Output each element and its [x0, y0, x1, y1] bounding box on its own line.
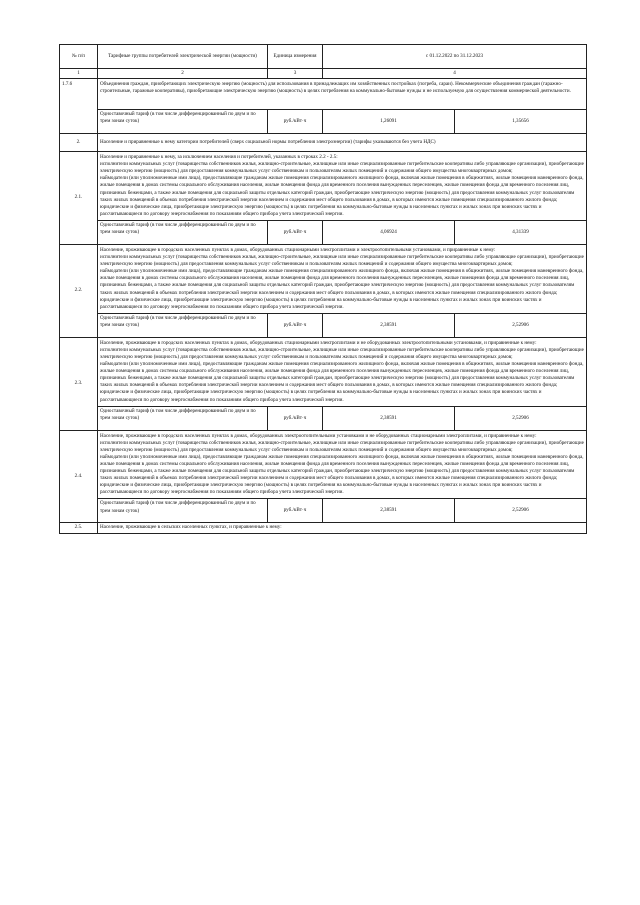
table-header-row [60, 45, 587, 69]
row-number: 2. [60, 134, 98, 152]
tariff-value-1: 2,38591 [323, 313, 455, 337]
col-index-1: 1 [60, 69, 98, 79]
table-row-2-2 [60, 244, 587, 313]
row-number: 2.3. [60, 337, 98, 430]
col-index-4: 4 [323, 69, 587, 79]
tariff-value-1: 2,38591 [323, 406, 455, 430]
tariff-value-1: 4,06924 [323, 220, 455, 244]
row-number: 2.4. [60, 430, 98, 523]
description-paragraph: исполнители коммунальных услуг (товарищества собственников жилья, жилищно-строительные, жилищные или иные специализированные потребительские кооперативы либо управляющие организации), приобретающие электрическую энергию (мощность) для предоставления коммунальных услуг собственникам и пользователям жилых помещений и содержания общего имущества многоквартирных домов; [100, 254, 584, 268]
description-paragraph: Население и приравненные к нему, за исключением населения и потребителей, указанных в строках 2.2 - 2.5: [100, 154, 338, 161]
tariff-type: Одноставочный тариф (в том числе дифференцированный по двум и по трем зонам суток) [98, 406, 268, 430]
description-paragraph: исполнители коммунальных услуг (товарищества собственников жилья, жилищно-строительные, жилищные или иные специализированные потребительские кооперативы либо управляющие организации), приобретающие электрическую энергию (мощность) для предоставления коммунальных услуг собственникам и пользователям жилых помещений и содержания общего имущества многоквартирных домов; [100, 346, 584, 360]
col-index-3: 3 [268, 69, 323, 79]
description-paragraph: наймодатели (или уполномоченные ими лица), предоставляющие гражданам жилые помещения специализированного жилищного фонда, включая жилые помещения в общежитиях, жилые помещения маневренного фонда, жилые помещения в домах системы социального обслуживания населения, жилые помещения фонда для временного поселения вынужденных переселенцев, жилые помещения фонда для временного поселения лиц, признанных беженцами, а также жилые помещения для социальной защиты отдельных категорий граждан, приобретающие электрическую энергию (мощность) для предоставления коммунальных услуг пользователям таких жилых помещений в объемах потребления электрической энергии населением и содержания мест общего пользования в домах, в которых имеются жилые помещения специализированного жилого фонда; [100, 361, 584, 389]
row-description [98, 244, 587, 313]
col-unit-header: Единица измерения [268, 45, 323, 69]
tariff-value-2: 2,52906 [455, 406, 587, 430]
col-period-header: с 01.12.2022 по 31.12.2023 [323, 45, 587, 69]
tariff-unit: руб./кВт·ч [268, 499, 323, 523]
description-paragraph: Население, проживающее в городских населенных пунктах в домах, оборудованных стационарными электроплитами и электроотопительными установками, и приравненные к нему: [100, 246, 496, 253]
tariff-type: Одноставочный тариф (в том числе дифференцированный по двум и по трем зонам суток) [98, 499, 268, 523]
tariff-unit: руб./кВт·ч [268, 406, 323, 430]
tariff-type: Одноставочный тариф (в том числе дифференцированный по двум и по трем зонам суток) [98, 313, 268, 337]
column-index-row [60, 69, 587, 79]
description-paragraph: юридические и физические лица, приобретающие электрическую энергию (мощность) в целях потребления на коммунально-бытовые нужды в населенных пунктах и жилых зонах при воинских частях и рассчитывающиеся по договору энергоснабжения по показаниям общего прибора учета электрической энергии. [100, 389, 542, 403]
row-description [98, 337, 587, 406]
row-number: 2.5. [60, 523, 98, 533]
tariff-row-1-7-6 [60, 110, 587, 134]
tariff-table [59, 44, 587, 534]
tariff-value-1: 1,26091 [323, 110, 455, 134]
col-tariff-group-header: Тарифные группы потребителей электрической энергии (мощности) [98, 45, 268, 69]
tariff-row-2-4 [60, 499, 587, 523]
row-number: 2.1. [60, 152, 98, 245]
tariff-row-2-1 [60, 220, 587, 244]
col-index-2: 2 [98, 69, 268, 79]
description-paragraph: юридические и физические лица, приобретающие электрическую энергию (мощность) в целях потребления на коммунально-бытовые нужды в населенных пунктах и жилых зонах при воинских частях и рассчитывающиеся по договору энергоснабжения по показаниям общего прибора учета электрической энергии. [100, 296, 542, 310]
tariff-value-2: 2,52906 [455, 313, 587, 337]
description-paragraph: исполнители коммунальных услуг (товарищества собственников жилья, жилищно-строительные, жилищные или иные специализированные потребительские кооперативы либо управляющие организации), приобретающие электрическую энергию (мощность) для предоставления коммунальных услуг собственникам и пользователям жилых помещений и содержания общего имущества многоквартирных домов; [100, 161, 584, 175]
row-description: Объединения граждан, приобретающих электрическую энергию (мощность) для использования в принадлежащих им хозяйственных постройках (погреба, сараи). Некоммерческие объединения граждан (гаражно-строительные, гаражные кооперативы), приобретающие электрическую энергию (мощность) в целях потребления на коммунально-бытовые нужды и не используемую для осуществления коммерческой деятельности. [98, 79, 587, 110]
tariff-value-1: 2,38591 [323, 499, 455, 523]
table-row-1-7-6 [60, 79, 587, 110]
row-description [98, 152, 587, 221]
table-row-2-3 [60, 337, 587, 406]
tariff-value-2: 4,31339 [455, 220, 587, 244]
row-description: Население, проживающее в сельских населенных пунктах, и приравненные к нему: [98, 523, 587, 533]
description-paragraph: наймодатели (или уполномоченные ими лица), предоставляющие гражданам жилые помещения специализированного жилищного фонда, включая жилые помещения в общежитиях, жилые помещения маневренного фонда, жилые помещения в домах системы социального обслуживания населения, жилые помещения фонда для временного поселения вынужденных переселенцев, жилые помещения фонда для временного поселения лиц, признанных беженцами, а также жилые помещения для социальной защиты отдельных категорий граждан, приобретающие электрическую энергию (мощность) для предоставления коммунальных услуг пользователям таких жилых помещений в объемах потребления электрической энергии населением и содержания мест общего пользования в домах, в которых имеются жилые помещения специализированного жилого фонда; [100, 175, 584, 203]
table-row-2 [60, 134, 587, 152]
description-paragraph: юридические и физические лица, приобретающие электрическую энергию (мощность) в целях потребления на коммунально-бытовые нужды в населенных пунктах и жилых зонах при воинских частях и рассчитывающиеся по договору энергоснабжения по показаниям общего прибора учета электрической энергии. [100, 203, 542, 217]
tariff-unit: руб./кВт·ч [268, 110, 323, 134]
description-paragraph: юридические и физические лица, приобретающие электрическую энергию (мощность) в целях потребления на коммунально-бытовые нужды в населенных пунктах и жилых зонах при воинских частях и рассчитывающиеся по договору энергоснабжения по показаниям общего прибора учета электрической энергии. [100, 482, 542, 496]
description-paragraph: исполнители коммунальных услуг (товарищества собственников жилья, жилищно-строительные, жилищные или иные специализированные потребительские кооперативы либо управляющие организации), приобретающие электрическую энергию (мощность) для предоставления коммунальных услуг собственникам и пользователям жилых помещений и содержания общего имущества многоквартирных домов; [100, 439, 584, 453]
tariff-unit: руб./кВт·ч [268, 313, 323, 337]
tariff-value-2: 1,35656 [455, 110, 587, 134]
description-paragraph: Население, проживающее в городских населенных пунктах в домах, оборудованных стационарными электроплитами и не оборудованных электроотопительными установками, и приравненные к нему: [100, 339, 537, 346]
tariff-type: Одноставочный тариф (в том числе дифференцированный по двум и по трем зонам суток) [98, 220, 268, 244]
col-number-header: № п/п [60, 45, 98, 69]
table-row-2-4 [60, 430, 587, 499]
tariff-row-2-2 [60, 313, 587, 337]
row-description: Население и приравненные к нему категории потребителей (сверх социальной нормы потребления электроэнергии) (тарифы указываются без учета НДС) [98, 134, 587, 152]
tariff-value-2: 2,52906 [455, 499, 587, 523]
description-paragraph: Население, проживающее в городских населенных пунктах в домах, оборудованных электроотопительными установками и не оборудованных стационарными электроплитами, и приравненные к нему: [100, 432, 537, 439]
description-paragraph: наймодатели (или уполномоченные ими лица), предоставляющие гражданам жилые помещения специализированного жилищного фонда, включая жилые помещения в общежитиях, жилые помещения маневренного фонда, жилые помещения в домах системы социального обслуживания населения, жилые помещения фонда для временного поселения вынужденных переселенцев, жилые помещения фонда для временного поселения лиц, признанных беженцами, а также жилые помещения для социальной защиты отдельных категорий граждан, приобретающие электрическую энергию (мощность) для предоставления коммунальных услуг пользователям таких жилых помещений в объемах потребления электрической энергии населением и содержания мест общего пользования в домах, в которых имеются жилые помещения специализированного жилого фонда; [100, 268, 584, 296]
row-number: 1.7.6 [60, 79, 98, 134]
table-row-2-5 [60, 523, 587, 533]
description-paragraph: наймодатели (или уполномоченные ими лица), предоставляющие гражданам жилые помещения специализированного жилищного фонда, включая жилые помещения в общежитиях, жилые помещения маневренного фонда, жилые помещения в домах системы социального обслуживания населения, жилые помещения фонда для временного поселения вынужденных переселенцев, жилые помещения фонда для временного поселения лиц, признанных беженцами, а также жилые помещения для социальной защиты отдельных категорий граждан, приобретающие электрическую энергию (мощность) для предоставления коммунальных услуг пользователям таких жилых помещений в объемах потребления электрической энергии населением и содержания мест общего пользования в домах, в которых имеются жилые помещения специализированного жилого фонда; [100, 453, 584, 482]
tariff-document-page [59, 44, 586, 534]
row-number: 2.2. [60, 244, 98, 337]
tariff-type: Одноставочный тариф (в том числе дифференцированный по двум и по трем зонам суток) [98, 110, 268, 134]
row-description [98, 430, 587, 499]
table-row-2-1 [60, 152, 587, 221]
tariff-row-2-3 [60, 406, 587, 430]
tariff-unit: руб./кВт·ч [268, 220, 323, 244]
